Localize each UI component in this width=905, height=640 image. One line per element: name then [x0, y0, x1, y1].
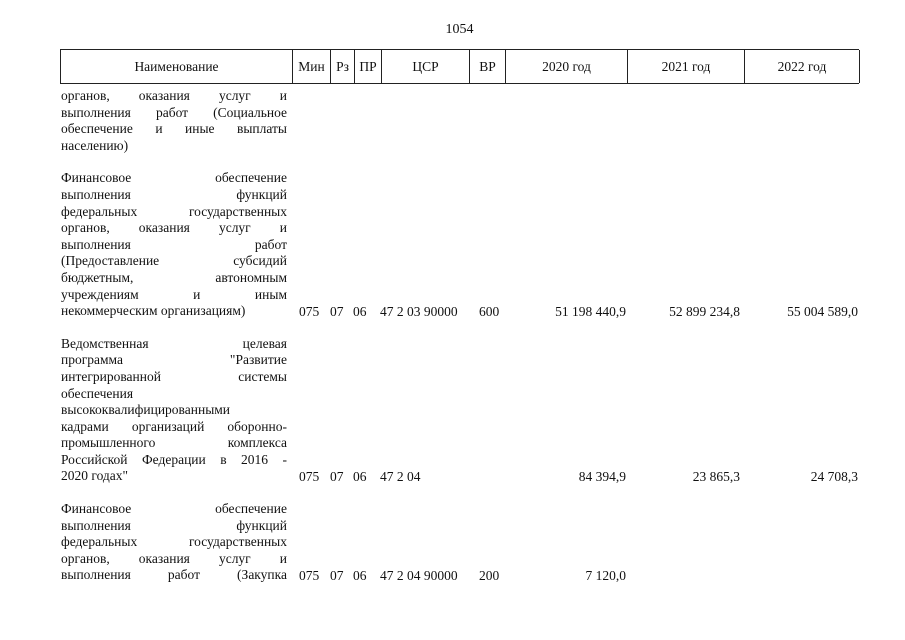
- header-csr: ЦСР: [382, 50, 470, 83]
- name-line: промышленного комплекса: [61, 435, 287, 451]
- row-name: [61, 170, 287, 319]
- cell-pr: 06: [353, 469, 367, 485]
- name-line: выполнения функций: [61, 517, 287, 533]
- cell-csr: 47 2 04: [380, 469, 421, 485]
- header-2022: 2022 год: [745, 50, 860, 83]
- name-line: высококвалифицированными: [61, 402, 231, 418]
- cell-2020: 51 198 440,9: [555, 303, 626, 319]
- cell-min: 075: [299, 303, 320, 319]
- row-values: [61, 468, 861, 485]
- cell-min: 075: [299, 568, 320, 584]
- table-row: [61, 336, 861, 485]
- name-line: выполнения работ: [61, 236, 287, 252]
- header-name: Наименование: [61, 50, 293, 83]
- header-min: Мин: [293, 50, 331, 83]
- name-line: выполнения функций: [61, 186, 287, 202]
- name-line: выполнения работ (Социальное: [61, 104, 287, 120]
- name-line: органов, оказания услуг и: [61, 88, 287, 103]
- name-line: 2020 годах": [61, 468, 129, 484]
- name-line: выполнения работ (Закупка: [61, 567, 287, 583]
- name-line: (Предоставление субсидий: [61, 253, 287, 269]
- name-line: населению): [61, 137, 129, 153]
- table-header: [60, 49, 859, 84]
- cell-2021: 52 899 234,8: [669, 303, 740, 319]
- cell-pr: 06: [353, 568, 367, 584]
- cell-rz: 07: [330, 568, 344, 584]
- cell-pr: 06: [353, 303, 367, 319]
- table-body: [61, 88, 861, 584]
- header-rz: Рз: [331, 50, 355, 83]
- cell-min: 075: [299, 469, 320, 485]
- cell-rz: 07: [330, 469, 344, 485]
- name-line: кадрами организаций оборонно-: [61, 418, 287, 434]
- header-vr: ВР: [470, 50, 506, 83]
- cell-2020: 7 120,0: [585, 568, 626, 584]
- name-line: Ведомственная целевая: [61, 335, 287, 351]
- cell-2022: 24 708,3: [810, 469, 858, 485]
- name-line: обеспечение и иные выплаты: [61, 121, 287, 137]
- cell-vr: 600: [479, 303, 500, 319]
- table-row: [61, 88, 861, 154]
- cell-2022: 55 004 589,0: [787, 303, 858, 319]
- row-values: [61, 303, 861, 320]
- name-line: бюджетным, автономным: [61, 269, 287, 285]
- name-line: учреждениям и иным: [61, 286, 287, 302]
- name-line: обеспечения: [61, 385, 134, 401]
- cell-vr: 200: [479, 568, 500, 584]
- cell-2020: 84 394,9: [578, 469, 626, 485]
- name-line: программа "Развитие: [61, 352, 287, 368]
- cell-2021: 23 865,3: [692, 469, 740, 485]
- page-number: 1054: [445, 22, 474, 37]
- name-line: органов, оказания услуг и: [61, 550, 287, 566]
- name-line: Финансовое обеспечение: [61, 170, 287, 186]
- name-line: федеральных государственных: [61, 203, 287, 219]
- table-row: [61, 501, 861, 584]
- name-line: интегрированной системы: [61, 368, 287, 384]
- row-name: [61, 336, 287, 485]
- name-line: некоммерческим организациям): [61, 303, 246, 319]
- name-line: Российской Федерации в 2016 -: [61, 451, 287, 467]
- cell-rz: 07: [330, 303, 344, 319]
- header-2021: 2021 год: [628, 50, 745, 83]
- row-name: [61, 88, 287, 154]
- cell-csr: 47 2 04 90000: [380, 568, 458, 584]
- name-line: федеральных государственных: [61, 534, 287, 550]
- header-2020: 2020 год: [506, 50, 628, 83]
- table-row: [61, 170, 861, 319]
- name-line: органов, оказания услуг и: [61, 220, 287, 236]
- name-line: Финансовое обеспечение: [61, 501, 287, 517]
- header-pr: ПР: [355, 50, 382, 83]
- cell-csr: 47 2 03 90000: [380, 303, 458, 319]
- row-values: [61, 567, 861, 584]
